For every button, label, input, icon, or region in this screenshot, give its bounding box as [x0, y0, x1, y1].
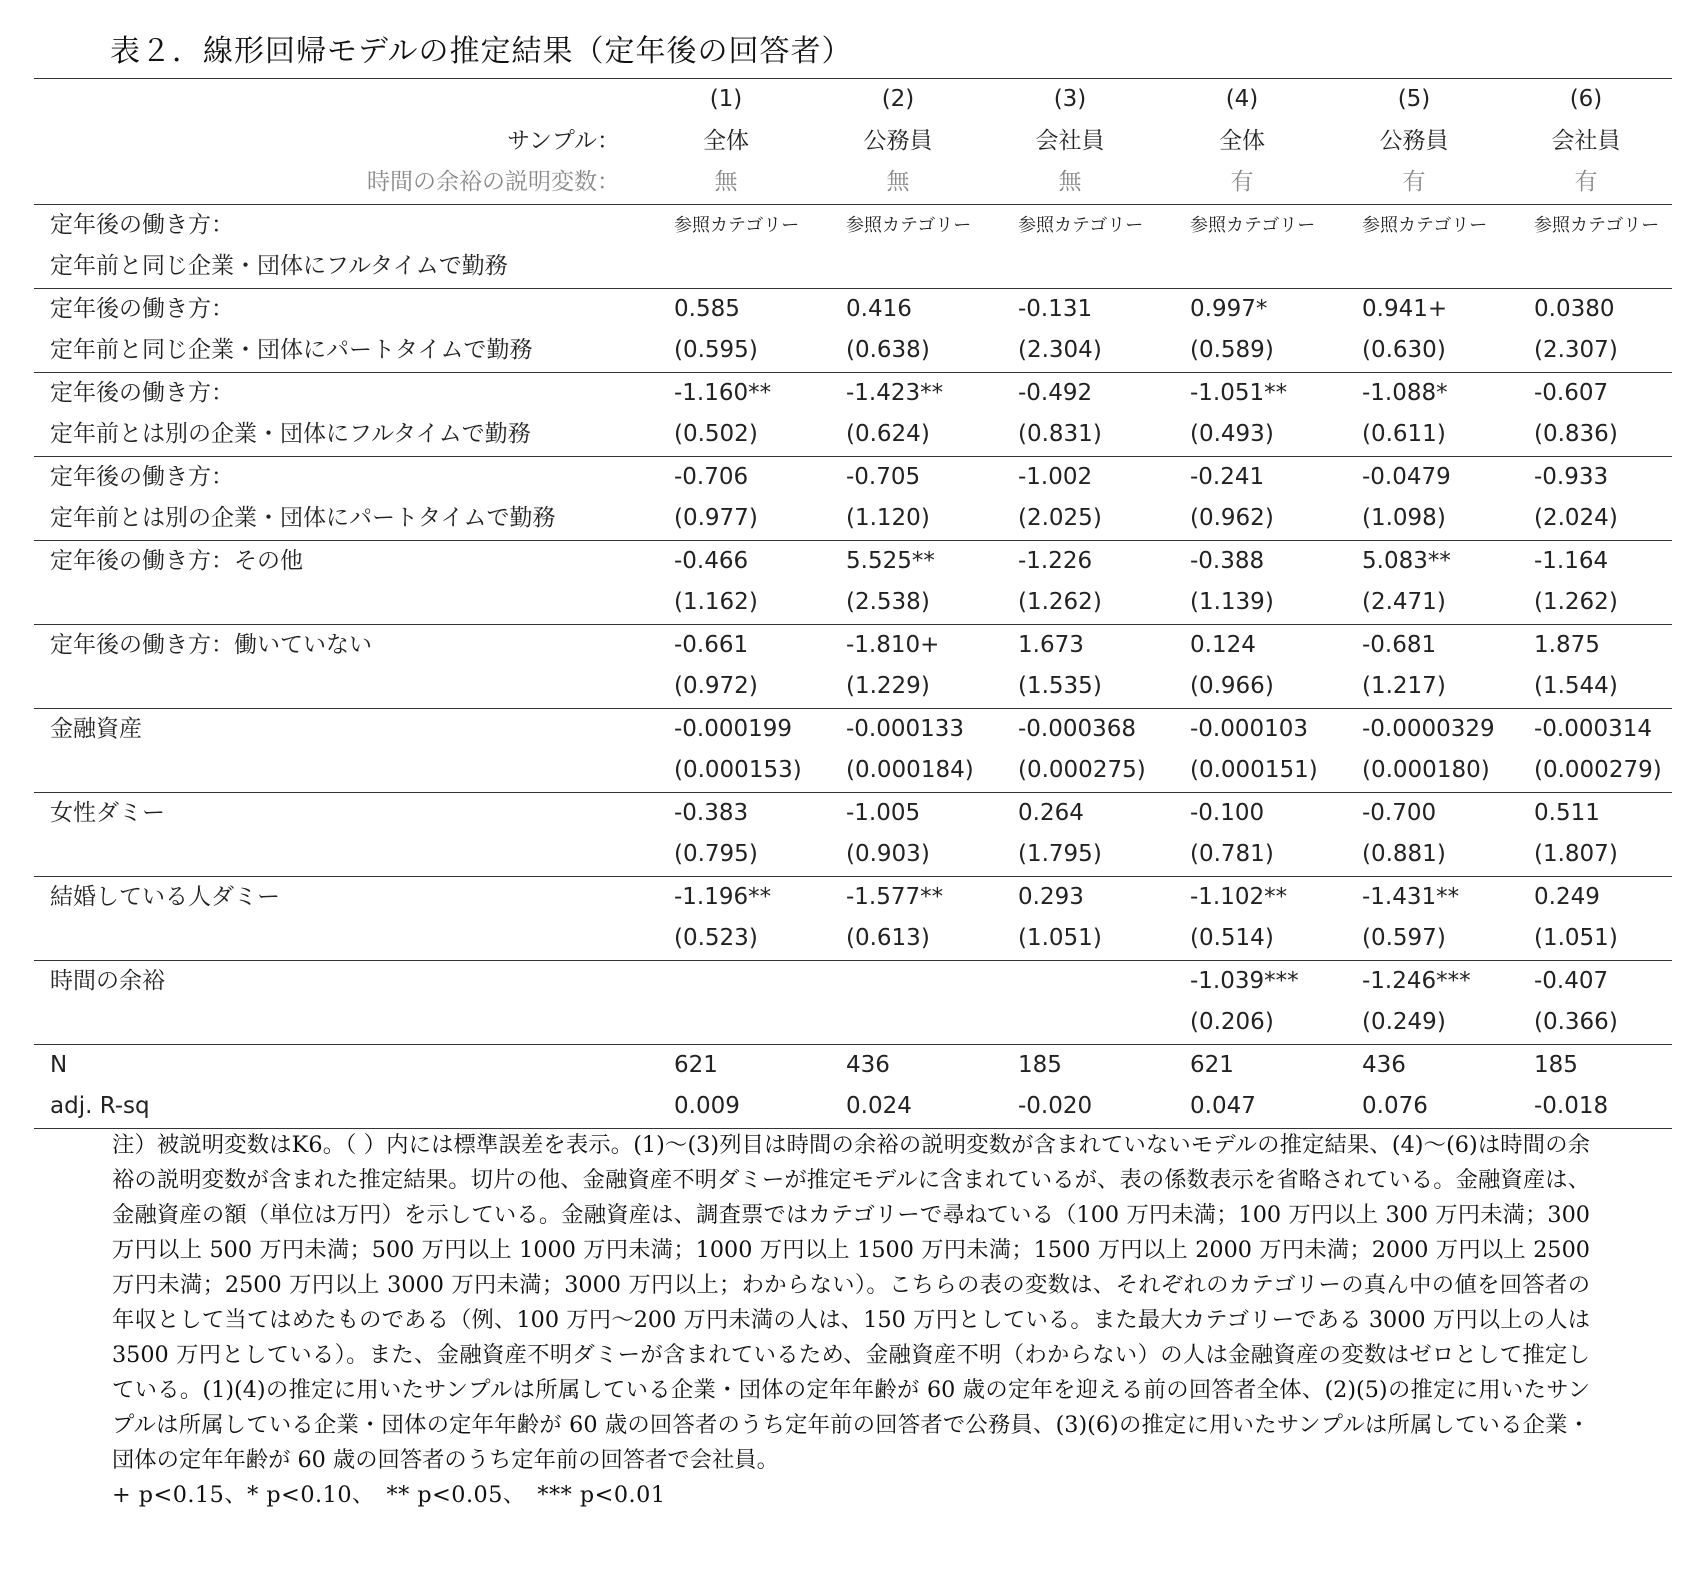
time-variable-row: [34, 162, 1672, 204]
column-number: (4): [1156, 79, 1328, 121]
standard-error: (0.000279): [1534, 757, 1662, 783]
adj-r-squared-value: 0.076: [1328, 1086, 1500, 1128]
coefficient: -0.241: [1156, 456, 1328, 498]
sample-value: 全体: [1219, 127, 1265, 154]
standard-error: [640, 246, 812, 288]
coefficient-row: [34, 288, 1672, 330]
standard-error: (0.502): [674, 421, 758, 447]
adj-r-squared-value: -0.018: [1500, 1086, 1672, 1128]
variable-block: [34, 624, 1672, 708]
coefficient: -0.383: [640, 792, 812, 834]
coefficient: -1.196**: [640, 876, 812, 918]
sample-row: [34, 121, 1672, 163]
sample-value: 公務員: [1379, 127, 1449, 154]
table-notes: [112, 1128, 1590, 1513]
time-variable-flag: 無: [714, 169, 738, 195]
standard-error: (2.538): [846, 589, 930, 615]
regression-table: [34, 78, 1672, 1129]
variable-block: [34, 372, 1672, 456]
standard-error: (1.795): [1018, 841, 1102, 867]
time-variable-flag: 無: [1058, 169, 1082, 195]
coefficient: 0.249: [1500, 876, 1672, 918]
standard-error: (0.000275): [1018, 757, 1146, 783]
standard-error: [812, 1002, 984, 1044]
coefficient: -0.000133: [812, 708, 984, 750]
coefficient: -0.700: [1328, 792, 1500, 834]
coefficient: -0.705: [812, 456, 984, 498]
coefficient: -0.000103: [1156, 708, 1328, 750]
variable-label: 結婚している人ダミー: [34, 876, 640, 918]
coefficient: -0.407: [1500, 960, 1672, 1002]
column-number: (2): [812, 79, 984, 121]
time-variable-flag: 有: [1230, 169, 1254, 195]
column-number: (3): [984, 79, 1156, 121]
adj-r-squared-row: [34, 1086, 1672, 1128]
standard-error: (2.471): [1362, 589, 1446, 615]
variable-label: 定年後の働き方：働いていない: [34, 624, 640, 666]
observations-row: [34, 1044, 1672, 1086]
standard-error: [1328, 246, 1500, 288]
standard-error: (0.781): [1190, 841, 1274, 867]
standard-error: (1.098): [1362, 505, 1446, 531]
coefficient: 0.293: [984, 876, 1156, 918]
coefficient: -0.388: [1156, 540, 1328, 582]
coefficient-row: [34, 876, 1672, 918]
coefficient-row: [34, 456, 1672, 498]
coefficient: 0.416: [812, 288, 984, 330]
standard-error: (0.962): [1190, 505, 1274, 531]
standard-error-row: [34, 1002, 1672, 1044]
coefficient: -0.0000329: [1328, 708, 1500, 750]
observations-value: 436: [1328, 1044, 1500, 1086]
coefficient: 1.673: [984, 624, 1156, 666]
standard-error-row: [34, 918, 1672, 960]
standard-error-row: [34, 330, 1672, 372]
variable-label-detail: 定年前と同じ企業・団体にフルタイムで勤務: [50, 253, 508, 279]
standard-error: (1.807): [1534, 841, 1618, 867]
coefficient: -0.607: [1500, 372, 1672, 414]
standard-error: (0.903): [846, 841, 930, 867]
coefficient: 0.941+: [1328, 288, 1500, 330]
coefficient: [984, 960, 1156, 1002]
column-number: (5): [1328, 79, 1500, 121]
variable-label: 女性ダミー: [34, 792, 640, 834]
variable-label: 定年後の働き方：: [34, 456, 640, 498]
sample-value: 全体: [703, 127, 749, 154]
coefficient-row: [34, 792, 1672, 834]
standard-error: (2.025): [1018, 505, 1102, 531]
adj-r-squared-value: 0.009: [640, 1086, 812, 1128]
standard-error: (0.624): [846, 421, 930, 447]
standard-error: (1.120): [846, 505, 930, 531]
coefficient-row: [34, 540, 1672, 582]
standard-error: (0.881): [1362, 841, 1446, 867]
coefficient: -0.100: [1156, 792, 1328, 834]
standard-error-row: [34, 414, 1672, 456]
coefficient: -0.492: [984, 372, 1156, 414]
coefficient: -0.0479: [1328, 456, 1500, 498]
time-variable-label: 時間の余裕の説明変数：: [367, 169, 620, 195]
standard-error: [1156, 246, 1328, 288]
standard-error: (0.249): [1362, 1009, 1446, 1035]
variable-label: 定年後の働き方：: [34, 288, 640, 330]
notes-body: 注）被説明変数はK6。（ ）内には標準誤差を表示。(1)～(3)列目は時間の余裕の説明変数が含まれていないモデルの推定結果、(4)～(6)は時間の余裕の説明変数が含まれた推定結果。切片の他、金融資産不明ダミーが推定モデルに含まれているが、表の係数表示を省略されている。金融資産は、金融資産の額（単位は万円）を示している。金融資産は、調査票ではカテゴリーで尋ねている（100 万円未満；100 万円以上 300 万円未満；300 万円以上 500 万円未満；500 万円以上 1000 万円未満；1000 万円以上 1500 万円未満；1500 万円以上 2000 万円未満；2000 万円以上 2500 万円未満；2500 万円以上 3000 万円未満；3000 万円以上；わからない）。こちらの表の変数は、それぞれのカテゴリーの真ん中の値を回答者の年収として当てはめたものである（例、100 万円～200 万円未満の人は、150 万円としている。また最大カテゴリーである 3000 万円以上の人は 3500 万円としている）。また、金融資産不明ダミーが含まれているため、金融資産不明（わからない）の人は金融資産の変数はゼロとして推定している。(1)(4)の推定に用いたサンプルは所属している企業・団体の定年年齢が 60 歳の定年を迎える前の回答者全体、(2)(5)の推定に用いたサンプルは所属している企業・団体の定年年齢が 60 歳の回答者のうち定年前の回答者で公務員、(3)(6)の推定に用いたサンプルは所属している企業・団体の定年年齢が 60 歳の回答者のうち定年前の回答者で会社員。: [112, 1132, 1590, 1473]
sample-value: 会社員: [1551, 127, 1621, 154]
coefficient: -1.246***: [1328, 960, 1500, 1002]
standard-error: (0.611): [1362, 421, 1446, 447]
variable-block: [34, 456, 1672, 540]
standard-error: (0.000184): [846, 757, 974, 783]
variable-block: [34, 792, 1672, 876]
variable-block: [34, 204, 1672, 288]
variable-block: [34, 876, 1672, 960]
coefficient: 0.0380: [1500, 288, 1672, 330]
standard-error: (0.000153): [674, 757, 802, 783]
coefficient: [812, 960, 984, 1002]
adj-r-squared-value: 0.047: [1156, 1086, 1328, 1128]
variable-block: [34, 708, 1672, 792]
column-number: (6): [1500, 79, 1672, 121]
coefficient: [640, 960, 812, 1002]
coefficient: -1.102**: [1156, 876, 1328, 918]
reference-category: 参照カテゴリー: [1328, 204, 1500, 246]
standard-error: (1.544): [1534, 673, 1618, 699]
coefficient: -0.933: [1500, 456, 1672, 498]
coefficient: -0.466: [640, 540, 812, 582]
standard-error: (0.831): [1018, 421, 1102, 447]
standard-error: (1.051): [1018, 925, 1102, 951]
coefficient: 0.997*: [1156, 288, 1328, 330]
reference-category: 参照カテゴリー: [984, 204, 1156, 246]
observations-value: 185: [1500, 1044, 1672, 1086]
sample-value: 会社員: [1035, 127, 1105, 154]
sample-value: 公務員: [863, 127, 933, 154]
time-variable-flag: 有: [1574, 169, 1598, 195]
reference-category: 参照カテゴリー: [1500, 204, 1672, 246]
variable-label-detail: [34, 750, 640, 792]
standard-error: (2.307): [1534, 337, 1618, 363]
standard-error-row: [34, 750, 1672, 792]
coefficient: 5.525**: [812, 540, 984, 582]
observations-value: 621: [1156, 1044, 1328, 1086]
standard-error: (0.206): [1190, 1009, 1274, 1035]
variable-label: 金融資産: [34, 708, 640, 750]
coefficient: -1.423**: [812, 372, 984, 414]
time-variable-flag: 無: [886, 169, 910, 195]
standard-error-row: [34, 246, 1672, 288]
sample-label: サンプル：: [507, 127, 620, 154]
variable-label: 定年後の働き方：その他: [34, 540, 640, 582]
variable-label-detail: 定年前とは別の企業・団体にフルタイムで勤務: [50, 421, 531, 447]
table-header: [34, 79, 1672, 205]
coefficient: 0.124: [1156, 624, 1328, 666]
coefficient: -1.160**: [640, 372, 812, 414]
coefficient: -1.088*: [1328, 372, 1500, 414]
standard-error-row: [34, 498, 1672, 540]
coefficient-row: [34, 372, 1672, 414]
significance-legend: + p<0.15、* p<0.10、 ** p<0.05、 *** p<0.01: [112, 1482, 666, 1508]
column-number-row: [34, 79, 1672, 121]
standard-error: (0.836): [1534, 421, 1618, 447]
column-number: (1): [640, 79, 812, 121]
standard-error: (0.000151): [1190, 757, 1318, 783]
coefficient: -0.000368: [984, 708, 1156, 750]
standard-error: (1.051): [1534, 925, 1618, 951]
coefficient: -1.431**: [1328, 876, 1500, 918]
coefficient-row: [34, 960, 1672, 1002]
variable-label-detail: [34, 918, 640, 960]
coefficient: 0.264: [984, 792, 1156, 834]
coefficient: -1.051**: [1156, 372, 1328, 414]
standard-error: (0.795): [674, 841, 758, 867]
model-statistics: [34, 1044, 1672, 1128]
standard-error: [1500, 246, 1672, 288]
standard-error: (0.638): [846, 337, 930, 363]
standard-error: [640, 1002, 812, 1044]
variable-label-detail: [34, 834, 640, 876]
adj-r-squared-value: -0.020: [984, 1086, 1156, 1128]
coefficient: 0.585: [640, 288, 812, 330]
standard-error: [812, 246, 984, 288]
standard-error: (0.589): [1190, 337, 1274, 363]
observations-label: N: [34, 1044, 640, 1086]
variable-label-detail: [34, 582, 640, 624]
standard-error-row: [34, 666, 1672, 708]
standard-error: (1.162): [674, 589, 758, 615]
coefficient: 0.511: [1500, 792, 1672, 834]
variable-label-detail: 定年前とは別の企業・団体にパートタイムで勤務: [50, 505, 556, 531]
standard-error: (1.229): [846, 673, 930, 699]
variable-label: 定年後の働き方：: [34, 372, 640, 414]
coefficient: 1.875: [1500, 624, 1672, 666]
table-title: 表２．線形回帰モデルの推定結果（定年後の回答者）: [110, 34, 853, 69]
reference-category: 参照カテゴリー: [640, 204, 812, 246]
standard-error: (2.024): [1534, 505, 1618, 531]
standard-error: (0.630): [1362, 337, 1446, 363]
coefficient: -1.002: [984, 456, 1156, 498]
standard-error: (0.366): [1534, 1009, 1618, 1035]
coefficient: -0.131: [984, 288, 1156, 330]
standard-error: (2.304): [1018, 337, 1102, 363]
adj-r-squared-value: 0.024: [812, 1086, 984, 1128]
standard-error: (0.597): [1362, 925, 1446, 951]
observations-value: 436: [812, 1044, 984, 1086]
variable-label-detail: [34, 666, 640, 708]
observations-value: 185: [984, 1044, 1156, 1086]
coefficient: -0.661: [640, 624, 812, 666]
standard-error: (1.262): [1018, 589, 1102, 615]
variable-label: 定年後の働き方：: [34, 204, 640, 246]
standard-error: [984, 246, 1156, 288]
standard-error: (0.514): [1190, 925, 1274, 951]
standard-error-row: [34, 834, 1672, 876]
variable-block: [34, 540, 1672, 624]
variable-label: 時間の余裕: [34, 960, 640, 1002]
coefficient: -1.577**: [812, 876, 984, 918]
coefficient: -1.039***: [1156, 960, 1328, 1002]
standard-error: (1.217): [1362, 673, 1446, 699]
variable-label-detail: 定年前と同じ企業・団体にパートタイムで勤務: [50, 337, 533, 363]
variable-label-detail: [34, 1002, 640, 1044]
standard-error: [984, 1002, 1156, 1044]
coefficient: -0.000314: [1500, 708, 1672, 750]
variable-block: [34, 960, 1672, 1044]
standard-error-row: [34, 582, 1672, 624]
variable-block: [34, 288, 1672, 372]
adj-r-squared-label: adj. R-sq: [34, 1086, 640, 1128]
standard-error: (0.972): [674, 673, 758, 699]
standard-error: (0.613): [846, 925, 930, 951]
standard-error: (0.595): [674, 337, 758, 363]
standard-error: (0.493): [1190, 421, 1274, 447]
coefficient: -1.226: [984, 540, 1156, 582]
time-variable-flag: 有: [1402, 169, 1426, 195]
coefficient: -0.681: [1328, 624, 1500, 666]
standard-error: (1.262): [1534, 589, 1618, 615]
coefficient: -1.164: [1500, 540, 1672, 582]
reference-category: 参照カテゴリー: [812, 204, 984, 246]
standard-error: (0.000180): [1362, 757, 1490, 783]
coefficient: -1.005: [812, 792, 984, 834]
standard-error: (1.535): [1018, 673, 1102, 699]
standard-error: (1.139): [1190, 589, 1274, 615]
standard-error: (0.966): [1190, 673, 1274, 699]
coefficient: -1.810+: [812, 624, 984, 666]
standard-error: (0.977): [674, 505, 758, 531]
coefficient: -0.706: [640, 456, 812, 498]
coefficient-row: [34, 624, 1672, 666]
coefficient: 5.083**: [1328, 540, 1500, 582]
coefficient-row: [34, 204, 1672, 246]
observations-value: 621: [640, 1044, 812, 1086]
coefficient-row: [34, 708, 1672, 750]
standard-error: (0.523): [674, 925, 758, 951]
reference-category: 参照カテゴリー: [1156, 204, 1328, 246]
coefficient: -0.000199: [640, 708, 812, 750]
